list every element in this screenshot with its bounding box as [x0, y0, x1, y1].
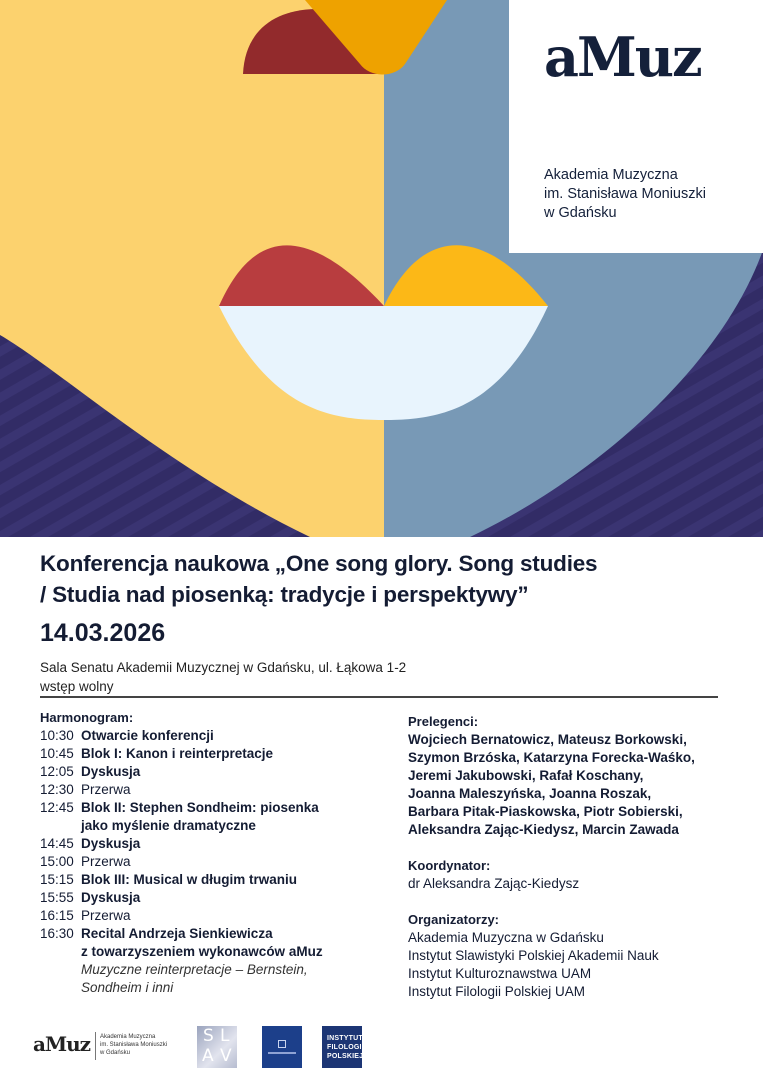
- schedule-item: [40, 889, 380, 907]
- speakers-heading: Prelegenci:: [408, 714, 479, 729]
- footer-amuz-logo: aMuz: [33, 1032, 90, 1056]
- schedule-time: 16:15: [40, 908, 74, 923]
- ifp-uam-logo: [322, 1026, 362, 1068]
- institution-line: w Gdańsku: [544, 205, 617, 221]
- organizers-heading: Organizatorzy:: [408, 912, 500, 927]
- schedule-time: 16:30: [40, 926, 74, 941]
- ifp-logo-line: POLSKIEJ: [327, 1053, 364, 1060]
- schedule-label: Recital Andrzeja Sienkiewicza: [81, 926, 273, 941]
- speaker-line: Jeremi Jakubowski, Rafał Koschany,: [408, 768, 644, 783]
- schedule-body: [81, 853, 380, 871]
- institution-line: Akademia Muzyczna: [544, 167, 678, 183]
- schedule-time: 15:55: [40, 890, 74, 905]
- event-venue-block: [40, 658, 730, 696]
- logo-panel: [509, 0, 763, 253]
- schedule-label: Dyskusja: [81, 836, 141, 851]
- schedule-item: [40, 853, 380, 871]
- event-title-line: / Studia nad piosenką: tradycje i perspektywy”: [40, 582, 529, 607]
- footer-amuz-name: [100, 1033, 167, 1057]
- schedule-time: 12:30: [40, 782, 74, 797]
- schedule-body: [81, 727, 380, 745]
- schedule-time: 15:00: [40, 854, 74, 869]
- speaker-line: Barbara Pitak-Piaskowska, Piotr Sobierski,: [408, 804, 683, 819]
- slav-letter: L: [220, 1026, 230, 1046]
- schedule-label: Blok II: Stephen Sondheim: piosenka: [81, 800, 319, 815]
- schedule-label: Blok I: Kanon i reinterpretacje: [81, 746, 274, 761]
- schedule-body: [81, 835, 380, 853]
- footer-amuz-line: im. Stanisława Moniuszki: [100, 1042, 168, 1048]
- schedule-label: Dyskusja: [81, 890, 141, 905]
- coordinator-heading: Koordynator:: [408, 858, 491, 873]
- slav-letter: A: [202, 1046, 214, 1066]
- schedule-label: Przerwa: [81, 908, 131, 923]
- coordinator-section: [408, 857, 738, 893]
- schedule-item: [40, 799, 380, 835]
- schedule-body: [81, 799, 380, 835]
- footer-amuz-line: Akademia Muzyczna: [100, 1034, 156, 1040]
- schedule-item: [40, 727, 380, 745]
- schedule-body: [81, 745, 380, 763]
- institution-line: im. Stanisława Moniuszki: [544, 186, 706, 202]
- schedule-label: Przerwa: [81, 782, 131, 797]
- ifp-logo-line: FILOLOGII: [327, 1044, 364, 1051]
- schedule-list: [40, 727, 380, 997]
- ispan-logo: [262, 1026, 302, 1068]
- slav-logo: [197, 1026, 237, 1068]
- speaker-line: Wojciech Bernatowicz, Mateusz Borkowski,: [408, 732, 687, 747]
- speaker-line: Aleksandra Zając-Kiedysz, Marcin Zawada: [408, 822, 679, 837]
- schedule-label: Dyskusja: [81, 764, 141, 779]
- schedule-time: 14:45: [40, 836, 74, 851]
- schedule-heading: Harmonogram:: [40, 710, 134, 725]
- speakers-section: [408, 713, 738, 839]
- schedule-item: [40, 925, 380, 997]
- hero-illustration: [0, 0, 763, 537]
- ifp-logo-line: INSTYTUT: [327, 1035, 363, 1042]
- schedule-label: Otwarcie konferencji: [81, 728, 214, 743]
- slav-letter: V: [220, 1046, 232, 1066]
- schedule-section: [40, 709, 380, 997]
- organizer-item: Instytut Filologii Polskiej UAM: [408, 984, 586, 999]
- event-admission: wstęp wolny: [40, 679, 114, 694]
- institution-name: [544, 166, 706, 223]
- schedule-time: 15:15: [40, 872, 74, 887]
- schedule-body: [81, 871, 380, 889]
- event-title: [40, 548, 730, 610]
- schedule-label: Przerwa: [81, 854, 131, 869]
- schedule-time: 12:05: [40, 764, 74, 779]
- organizer-item: Instytut Kulturoznawstwa UAM: [408, 966, 592, 981]
- event-info: [40, 548, 730, 696]
- organizer-item: Instytut Slawistyki Polskiej Akademii Nauk: [408, 948, 659, 963]
- schedule-item: [40, 763, 380, 781]
- info-section: [408, 713, 738, 1001]
- speaker-line: Joanna Maleszyńska, Joanna Roszak,: [408, 786, 652, 801]
- footer-logo-separator: [95, 1032, 96, 1060]
- amuz-logo: aMuz: [544, 25, 701, 89]
- event-date: 14.03.2026: [40, 619, 166, 647]
- organizers-section: [408, 911, 738, 1001]
- schedule-item: [40, 871, 380, 889]
- schedule-body: [81, 763, 380, 781]
- schedule-subtitle: Sondheim i inni: [81, 980, 174, 995]
- section-divider: [40, 696, 718, 698]
- schedule-time: 12:45: [40, 800, 74, 815]
- schedule-body: [81, 889, 380, 907]
- footer-amuz-line: w Gdańsku: [100, 1050, 131, 1056]
- event-venue: Sala Senatu Akademii Muzycznej w Gdańsku, ul. Łąkowa 1-2: [40, 660, 407, 675]
- crest-icon: [278, 1040, 286, 1048]
- schedule-time: 10:45: [40, 746, 74, 761]
- organizer-item: Akademia Muzyczna w Gdańsku: [408, 930, 604, 945]
- schedule-label: Blok III: Musical w długim trwaniu: [81, 872, 298, 887]
- schedule-time: 10:30: [40, 728, 74, 743]
- schedule-body: [81, 781, 380, 799]
- footer-logos: [0, 1020, 763, 1080]
- event-title-line: Konferencja naukowa „One song glory. Song studies: [40, 551, 598, 576]
- schedule-item: [40, 781, 380, 799]
- schedule-item: [40, 745, 380, 763]
- schedule-body: [81, 907, 380, 925]
- schedule-label-cont: jako myślenie dramatyczne: [81, 818, 256, 833]
- speaker-line: Szymon Brzóska, Katarzyna Forecka-Waśko,: [408, 750, 695, 765]
- slav-letter: S: [203, 1026, 214, 1046]
- schedule-subtitle: Muzyczne reinterpretacje – Bernstein,: [81, 962, 308, 977]
- coordinator-name: dr Aleksandra Zając-Kiedysz: [408, 876, 580, 891]
- schedule-item: [40, 835, 380, 853]
- ispan-caption: [268, 1052, 296, 1054]
- schedule-body: [81, 925, 380, 997]
- schedule-label-cont: z towarzyszeniem wykonawców aMuz: [81, 944, 323, 959]
- schedule-item: [40, 907, 380, 925]
